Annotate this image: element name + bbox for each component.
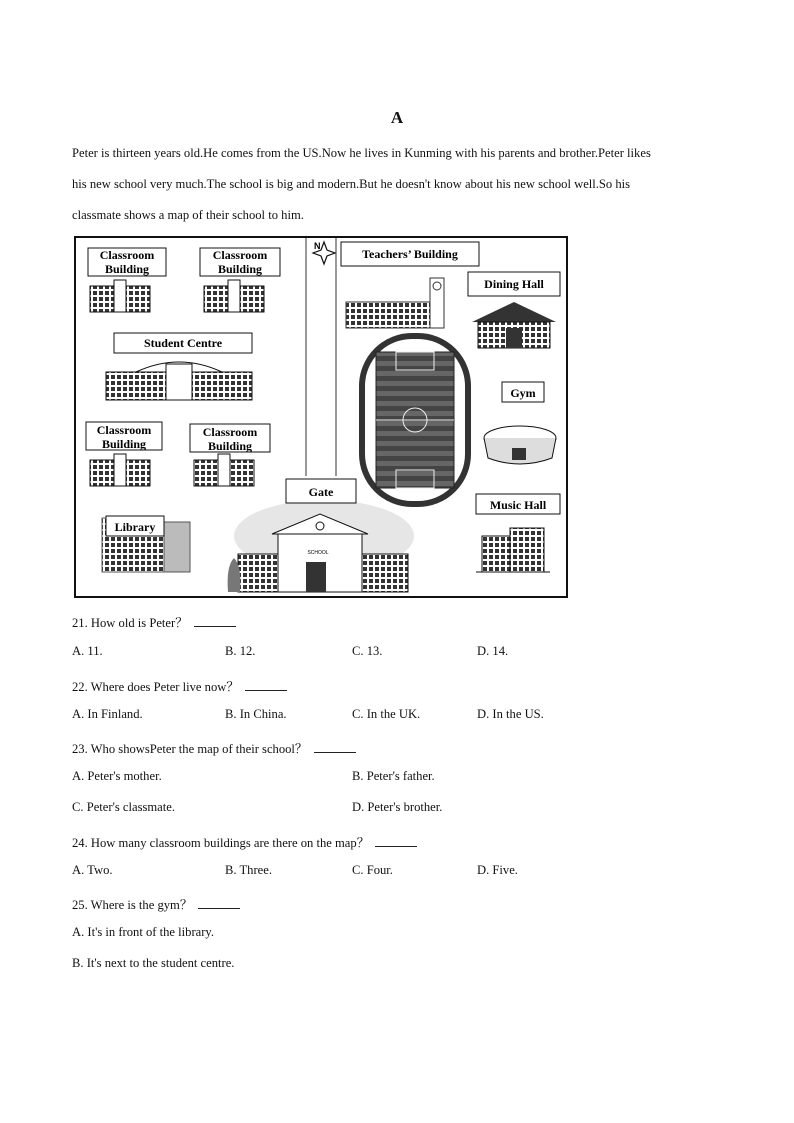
svg-text:Gate: Gate [308,485,334,499]
sports-field-icon [362,336,468,504]
option-24-d[interactable]: D. Five. [477,863,518,877]
answer-blank[interactable] [245,679,287,691]
svg-text:Teachers’ Building: Teachers’ Building [362,247,458,261]
option-21-b[interactable]: B. 12. [225,644,256,658]
option-23-d[interactable]: D. Peter's brother. [352,800,443,814]
option-23-c[interactable]: C. Peter's classmate. [72,800,175,814]
label-library [106,516,164,536]
label-gym [502,382,544,402]
label-classroom-building-1 [88,248,166,276]
question-23: 23. Who showsPeter the map of their school？ [72,738,356,757]
answer-blank[interactable] [194,615,236,627]
answer-blank[interactable] [314,741,356,753]
option-22-c[interactable]: C. In the UK. [352,707,421,721]
option-23-a[interactable]: A. Peter's mother. [72,769,162,783]
option-22-b[interactable]: B. In China. [225,707,287,721]
school-map [74,236,568,598]
option-21-c[interactable]: C. 13. [352,644,383,658]
answer-blank[interactable] [375,835,417,847]
svg-text:Gym: Gym [510,386,536,400]
gym-stadium-icon [484,426,556,464]
option-24-a[interactable]: A. Two. [72,863,113,877]
question-22: 22. Where does Peter live now？ [72,676,287,695]
svg-text:Building: Building [207,439,253,453]
option-25-b[interactable]: B. It's next to the student centre. [72,956,235,970]
svg-text:Classroom: Classroom [212,248,268,262]
label-teachers-building [341,242,479,266]
question-21: 21. How old is Peter？ [72,612,236,631]
svg-text:Classroom: Classroom [202,425,258,439]
question-25: 25. Where is the gym？ [72,894,240,913]
option-25-a[interactable]: A. It's in front of the library. [72,925,215,939]
svg-text:Building: Building [104,262,150,276]
svg-text:Building: Building [217,262,263,276]
passage-line: his new school very much.The school is big and modern.But he doesn't know about his new school well.So his [72,177,631,191]
label-music-hall [476,494,560,514]
option-22-a[interactable]: A. In Finland. [72,707,143,721]
svg-text:Dining Hall: Dining Hall [484,277,544,291]
answer-blank[interactable] [198,897,240,909]
option-24-b[interactable]: B. Three. [225,863,272,877]
label-classroom-building-2 [200,248,280,276]
section-heading: A [390,108,404,127]
svg-text:Classroom: Classroom [96,423,152,437]
label-gate [286,479,356,503]
svg-text:Music Hall: Music Hall [489,498,547,512]
option-23-b[interactable]: B. Peter's father. [352,769,435,783]
gate-building-icon [228,500,414,592]
reading-passage [72,138,732,231]
svg-text:Building: Building [101,437,147,451]
option-21-a[interactable]: A. 11. [72,644,103,658]
label-dining-hall [468,272,560,296]
svg-text:Student Centre: Student Centre [143,336,223,350]
gate-sign: SCHOOL [307,550,329,556]
option-21-d[interactable]: D. 14. [477,644,509,658]
passage-line: classmate shows a map of their school to him. [72,208,304,222]
label-classroom-building-3 [86,422,162,451]
svg-text:Classroom: Classroom [99,248,155,262]
passage-line: Peter is thirteen years old.He comes from the US.Now he lives in Kunming with his parents and brother.Peter likes [72,146,651,160]
option-22-d[interactable]: D. In the US. [477,707,544,721]
compass-label: N [314,241,321,251]
option-24-c[interactable]: C. Four. [352,863,393,877]
question-24: 24. How many classroom buildings are there on the map？ [72,832,417,851]
label-classroom-building-4 [190,424,270,453]
svg-text:Library: Library [114,520,156,534]
label-student-centre [114,333,252,353]
